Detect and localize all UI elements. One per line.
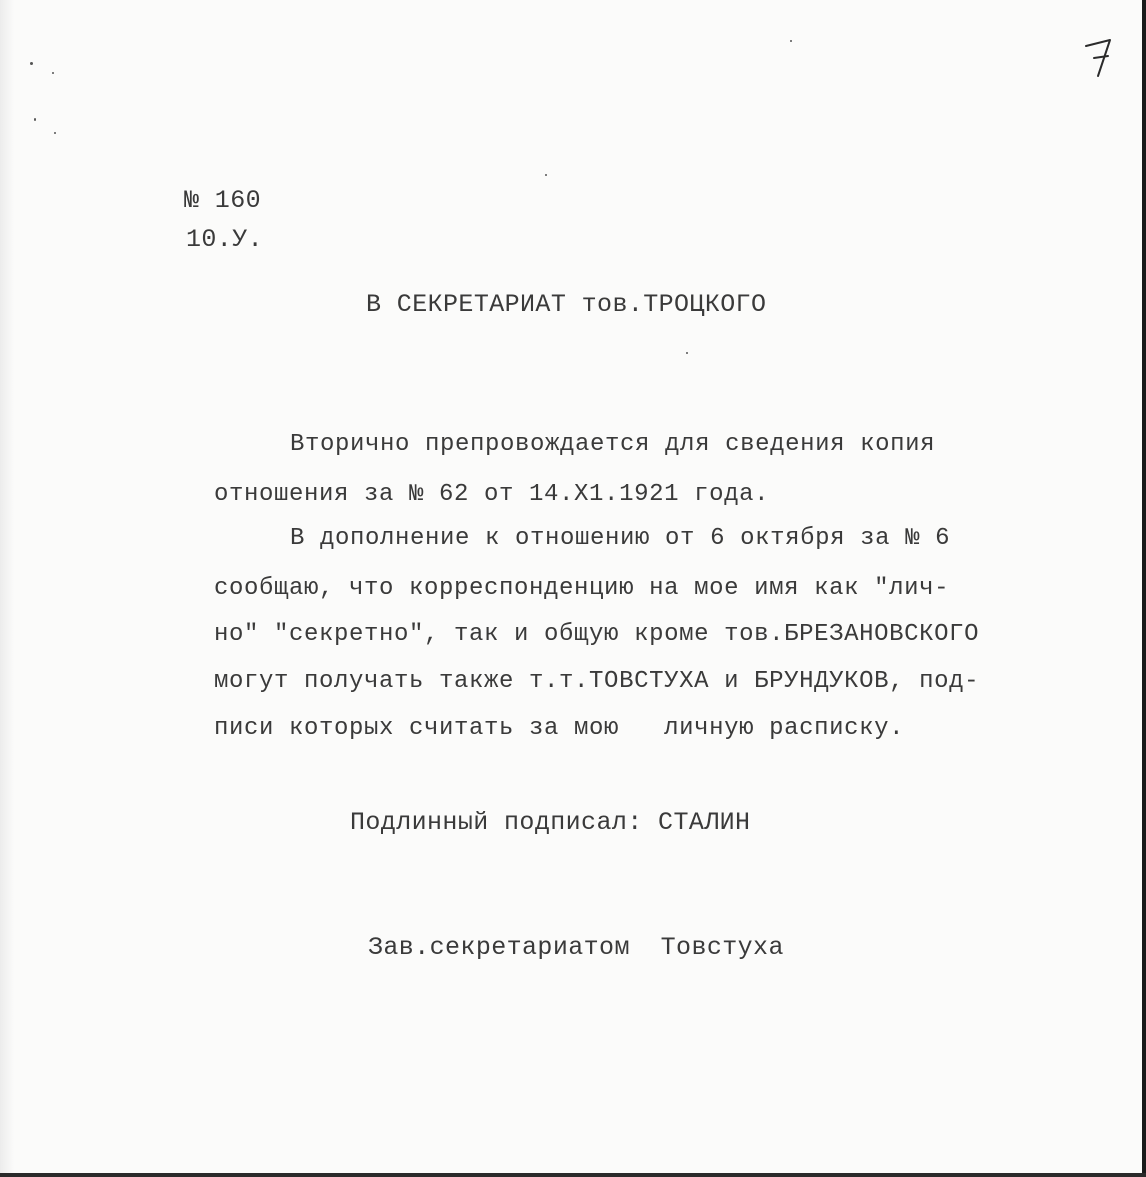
body-line: сообщаю, что корреспонденцию на мое имя как "лич- [214, 575, 950, 602]
body-line: могут получать также т.т.ТОВСТУХА и БРУНДУКОВ, под- [214, 668, 980, 695]
scan-bottom-border [0, 1173, 1146, 1177]
body-line: В дополнение к отношению от 6 октября за № 6 [290, 525, 951, 552]
handwritten-folio-number [1082, 32, 1118, 82]
document-code: 10.У. [186, 225, 264, 254]
scan-speck [30, 62, 33, 65]
scan-speck [686, 352, 688, 354]
scan-left-shade [0, 0, 14, 1177]
body-line: но" "секретно", так и общую кроме тов.БРЕЗАНОВСКОГО [214, 621, 980, 648]
scan-speck [34, 118, 36, 121]
signed-by-line: Подлинный подписал: СТАЛИН [350, 808, 751, 837]
body-line: писи которых считать за мою личную расписку. [214, 715, 905, 742]
scan-speck [54, 132, 56, 134]
document-number: № 160 [184, 186, 262, 215]
body-line: отношения за № 62 от 14.Х1.1921 года. [214, 481, 770, 508]
body-line: Вторично препровождается для сведения копия [290, 431, 936, 458]
addressee-heading: В СЕКРЕТАРИАТ тов.ТРОЦКОГО [366, 290, 767, 319]
scan-speck [545, 174, 547, 176]
scan-speck [790, 40, 792, 42]
scan-speck [52, 72, 54, 74]
secretariat-head-signature-line: Зав.секретариатом Товстуха [368, 933, 784, 962]
scan-right-border [1142, 0, 1146, 1177]
